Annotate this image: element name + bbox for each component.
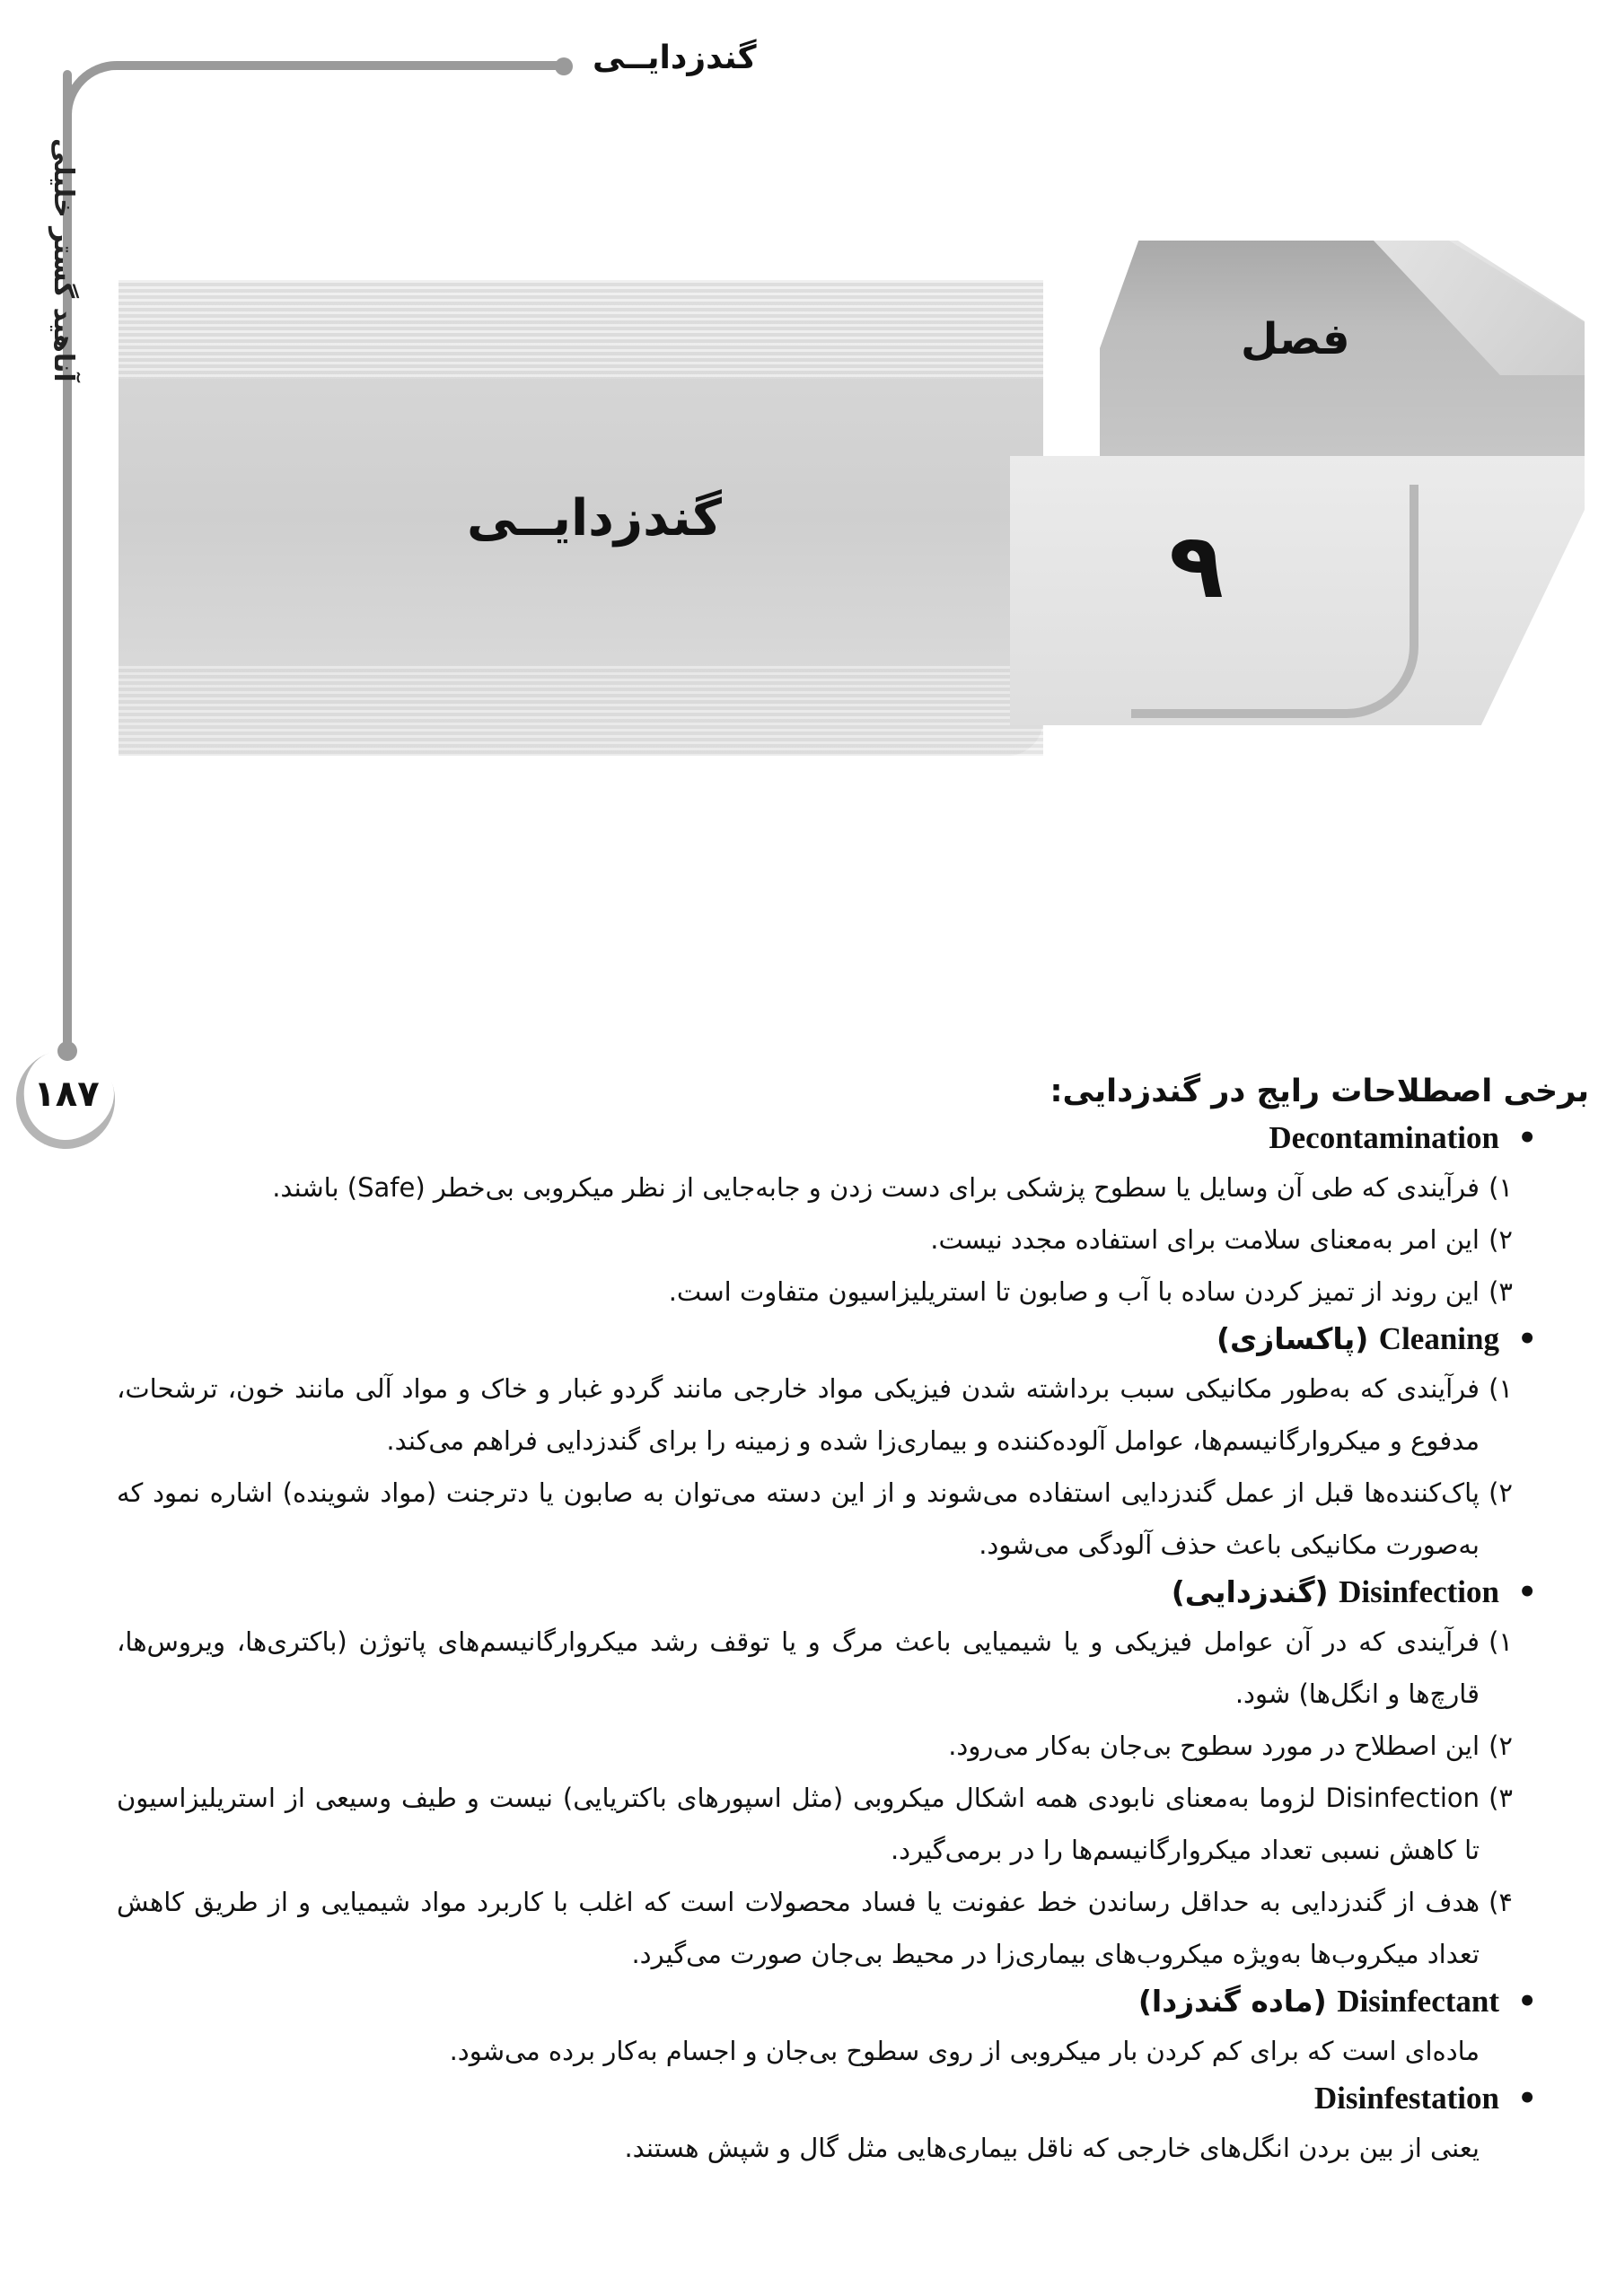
item-text: فرآیندی که در آن عوامل فیزیکی و یا شیمیایی باعث مرگ و یا توقف رشد میکروارگانیسم‌های پاتوژن (باکتری‌ها، ویروس‌ها، قارچ‌ها و انگل‌ها) شود. [117, 1626, 1480, 1709]
item-number: ۳) [1489, 1276, 1513, 1307]
term-english: Disinfection [1339, 1574, 1499, 1609]
list-item [117, 1772, 1589, 1876]
item-number: ۳) [1489, 1783, 1513, 1813]
term-heading [117, 2081, 1589, 2116]
item-text: فرآیندی که طی آن وسایل یا سطوح پزشکی برای دست زدن و جابه‌جایی از نظر میکروبی بی‌خطر (Safe) باشند. [272, 1172, 1480, 1203]
terms-section [117, 1074, 1589, 2174]
item-text: Disinfection لزوما به‌معنای نابودی همه اشکال میکروبی (مثل اسپورهای باکتریایی) نیست و طیف وسیعی از استریلیزاسیون تا کاهش نسبی تعداد میکروارگانیسم‌ها را در برمی‌گیرد. [117, 1783, 1480, 1865]
term-heading [117, 1574, 1589, 1610]
list-item [117, 1214, 1589, 1266]
list-item [117, 1161, 1589, 1214]
item-text: این اصطلاح در مورد سطوح بی‌جان به‌کار می‌رود. [948, 1731, 1480, 1761]
item-number: ۱) [1489, 1626, 1513, 1657]
header-rail [63, 61, 566, 124]
banner-stripes [119, 666, 1043, 756]
term-definition: یعنی از بین بردن انگل‌های خارجی که ناقل بیماری‌هایی مثل گال و شپش هستند. [624, 2133, 1480, 2163]
term-english: Cleaning [1378, 1321, 1499, 1356]
page-number: ۱۸۷ [33, 1074, 100, 1115]
term-english: Decontamination [1269, 1120, 1499, 1155]
list-item [117, 1616, 1589, 1720]
term-heading [117, 1984, 1589, 2020]
term-heading [117, 1321, 1589, 1357]
item-text: پاک‌کننده‌ها قبل از عمل گندزدایی استفاده می‌شوند و از این دسته می‌توان به صابون یا دترجنت (مواد شوینده) اشاره نمود که به‌صورت مکانیکی باعث حذف آلودگی می‌شود. [117, 1477, 1480, 1560]
item-number: ۱) [1489, 1373, 1513, 1404]
banner-stripes [119, 280, 1043, 379]
term-persian: (گندزدایی) [1171, 1574, 1329, 1609]
item-text: این روند از تمیز کردن ساده با آب و صابون تا استریلیزاسیون متفاوت است. [668, 1276, 1480, 1307]
section-heading: برخی اصطلاحات رایج در گندزدایی: [1050, 1074, 1589, 1109]
item-number: ۲) [1489, 1731, 1513, 1761]
item-number: ۲) [1489, 1224, 1513, 1255]
list-item [117, 1876, 1589, 1980]
item-text: فرآیندی که به‌طور مکانیکی سبب برداشته شدن فیزیکی مواد خارجی مانند گردو غبار و خاک و مواد آلی مانند خون، ترشحات، مدفوع و میکروارگانیسم‌ها، عوامل آلوده‌کننده و بیماری‌زا شده و زمینه را برای گندزدایی فراهم می‌کند. [117, 1373, 1480, 1456]
item-number: ۲) [1489, 1477, 1513, 1508]
term-english: Disinfectant [1337, 1984, 1499, 2019]
list-item [117, 1266, 1589, 1318]
list-item [117, 1720, 1589, 1772]
list-item [117, 1363, 1589, 1467]
chapter-label: فصل [1241, 314, 1350, 364]
side-author-label: آناهید گستر خلیلی [48, 138, 79, 382]
chapter-title: گندزدایــی [467, 489, 722, 548]
list-item [117, 1467, 1589, 1571]
item-number: ۱) [1489, 1172, 1513, 1203]
item-number: ۴) [1489, 1887, 1513, 1917]
term-definition: ماده‌ای است که برای کم کردن بار میکروبی از روی سطوح بی‌جان و اجسام به‌کار برده می‌شود. [449, 2036, 1480, 2066]
item-text: این امر به‌معنای سلامت برای استفاده مجدد نیست. [930, 1224, 1480, 1255]
term-persian: (ماده گندزدا) [1137, 1984, 1327, 2019]
term-persian: (پاکسازی) [1216, 1321, 1369, 1356]
term-heading [117, 1120, 1589, 1156]
item-text: هدف از گندزدایی به حداقل رساندن خط عفونت یا فساد محصولات است که اغلب با کاربرد مواد شیمیایی و از طریق کاهش تعداد میکروب‌ها به‌ویژه میکروب‌های بیماری‌زا در محیط بی‌جان صورت می‌گیرد. [117, 1887, 1480, 1969]
rail-dot [555, 57, 573, 75]
term-english: Disinfestation [1313, 2081, 1499, 2116]
running-title: گندزدایــی [593, 39, 757, 76]
chapter-number: ۹ [1169, 513, 1225, 618]
